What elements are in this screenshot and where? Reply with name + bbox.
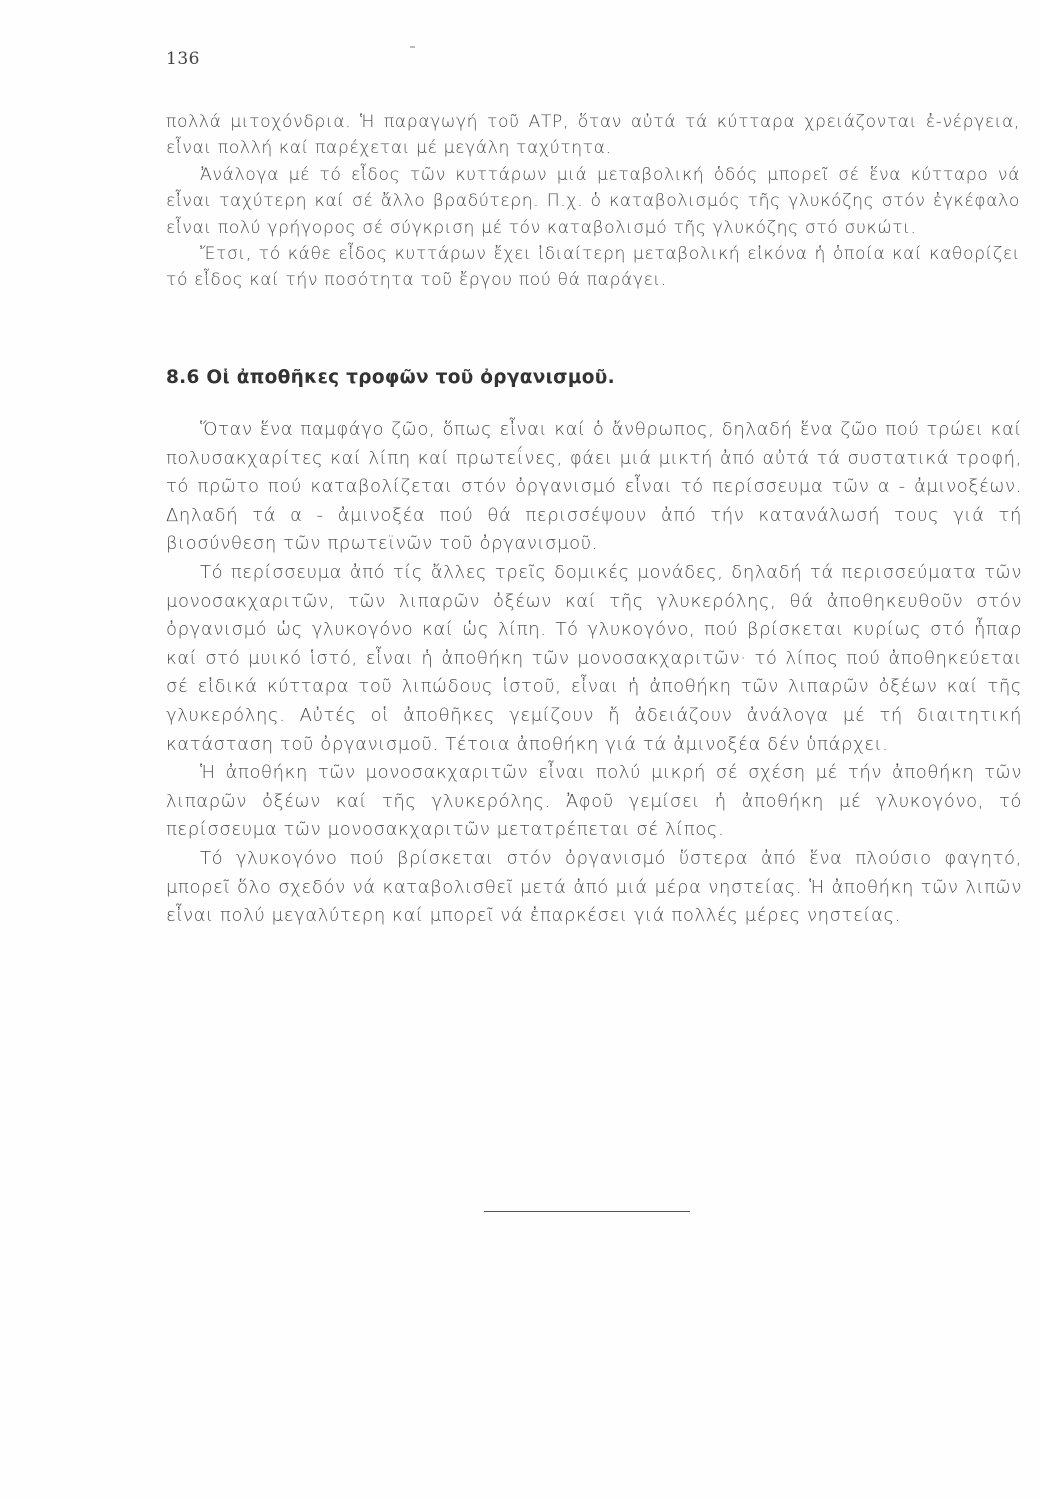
section-body [166, 416, 1022, 931]
page-number: 136 [166, 49, 200, 69]
section-paragraph-4: Τό γλυκογόνο πού βρίσκεται στόν ὀργανισμό ὕστερα ἀπό ἕνα πλούσιο φαγητό, μπορεῖ ὅλο σχεδόν νά καταβολισθεῖ μετά ἀπό μιά μέρα νηστείας. Ἡ ἀποθήκη τῶν λιπῶν εἶναι πολύ μεγαλύτερη καί μπορεῖ νά ἐπαρκέσει γιά πολλές μέρες νηστείας. [166, 847, 1022, 927]
print-speck [410, 46, 415, 48]
end-of-chapter-rule [484, 1211, 690, 1212]
section-paragraph-1: Ὅταν ἕνα παμφάγο ζῶο, ὅπως εἶναι καί ὁ ἄνθρωπος, δηλαδή ἕνα ζῶο πού τρώει καί πολυσακχαρίτες καί λίπη καί πρωτεΐνες, φάει μιά μικτή ἀπό αὐτά τά συστατικά τροφή, τό πρῶτο πού καταβολίζεται στόν ὀργανισμό εἶναι τό περίσσευμα τῶν α - ἀμινοξέων. Δηλαδή τά α - ἀμινοξέα πού θά περισσέψουν ἀπό τήν κατανάλωσή τους γιά τή βιοσύνθεση τῶν πρωτεϊνῶν τοῦ ὀργανισμοῦ. [166, 419, 1022, 555]
section-paragraph-2: Τό περίσσευμα ἀπό τίς ἄλλες τρεῖς δομικές μονάδες, δηλαδή τά περισσεύματα τῶν μονοσακχαριτῶν, τῶν λιπαρῶν ὀξέων καί τῆς γλυκερόλης, θά ἀποθηκευθοῦν στόν ὀργανισμό ὡς γλυκογόνο καί ὡς λίπη. Τό γλυκογόνο, πού βρίσκεται κυρίως στό ἧπαρ καί στό μυικό ἱστό, εἶναι ἡ ἀποθήκη τῶν μονοσακχαριτῶν· τό λίπος πού ἀποθηκεύεται σέ εἰδικά κύτταρα τοῦ λιπώδους ἱστοῦ, εἶναι ἡ ἀποθήκη τῶν λιπαρῶν ὀξέων καί τῆς γλυκερόλης. Αὐτές οἱ ἀποθῆκες γεμίζουν ἤ ἀδειάζουν ἀνάλογα μέ τή διαιτητική κατάσταση τοῦ ὀργανισμοῦ. Τέτοια ἀποθήκη γιά τά ἀμινοξέα δέν ὑπάρχει. [166, 561, 1022, 755]
section-heading: 8.6 Οἱ ἀποθῆκες τροφῶν τοῦ ὀργανισμοῦ. [166, 367, 615, 388]
intro-paragraph-2: Ἀνάλογα μέ τό εἶδος τῶν κυττάρων μιά μεταβολική ὁδός μπορεῖ σέ ἕνα κύτταρο νά εἶναι ταχύτερη καί σέ ἄλλο βραδύτερη. Π.χ. ὁ καταβολισμός τῆς γλυκόζης στόν ἐγκέφαλο εἶναι πολύ γρήγορος σέ σύγκριση μέ τόν καταβολισμό τῆς γλυκόζης στό συκώτι. [166, 164, 1020, 238]
intro-paragraph-1: πολλά μιτοχόνδρια. Ἡ παραγωγή τοῦ ΑΤΡ, ὅταν αὐτά τά κύτταρα χρειάζονται ἐ-νέργεια, εἶναι πολλή καί παρέχεται μέ μεγάλη ταχύτητα. [166, 112, 1020, 159]
section-paragraph-3: Ἡ ἀποθήκη τῶν μονοσακχαριτῶν εἶναι πολύ μικρή σέ σχέση μέ τήν ἀποθήκη τῶν λιπαρῶν ὀξέων καί τῆς γλυκερόλης. Ἀφοῦ γεμίσει ἡ ἀποθήκη μέ γλυκογόνο, τό περίσσευμα τῶν μονοσακχαριτῶν μετατρέπεται σέ λίπος. [166, 762, 1022, 841]
intro-text [166, 109, 1020, 294]
intro-paragraph-3: Ἔτσι, τό κάθε εἶδος κυττάρων ἔχει ἰδιαίτερη μεταβολική εἰκόνα ἡ ὁποία καί καθορίζει τό εἶδος καί τήν ποσότητα τοῦ ἔργου πού θά παράγει. [166, 244, 1020, 291]
